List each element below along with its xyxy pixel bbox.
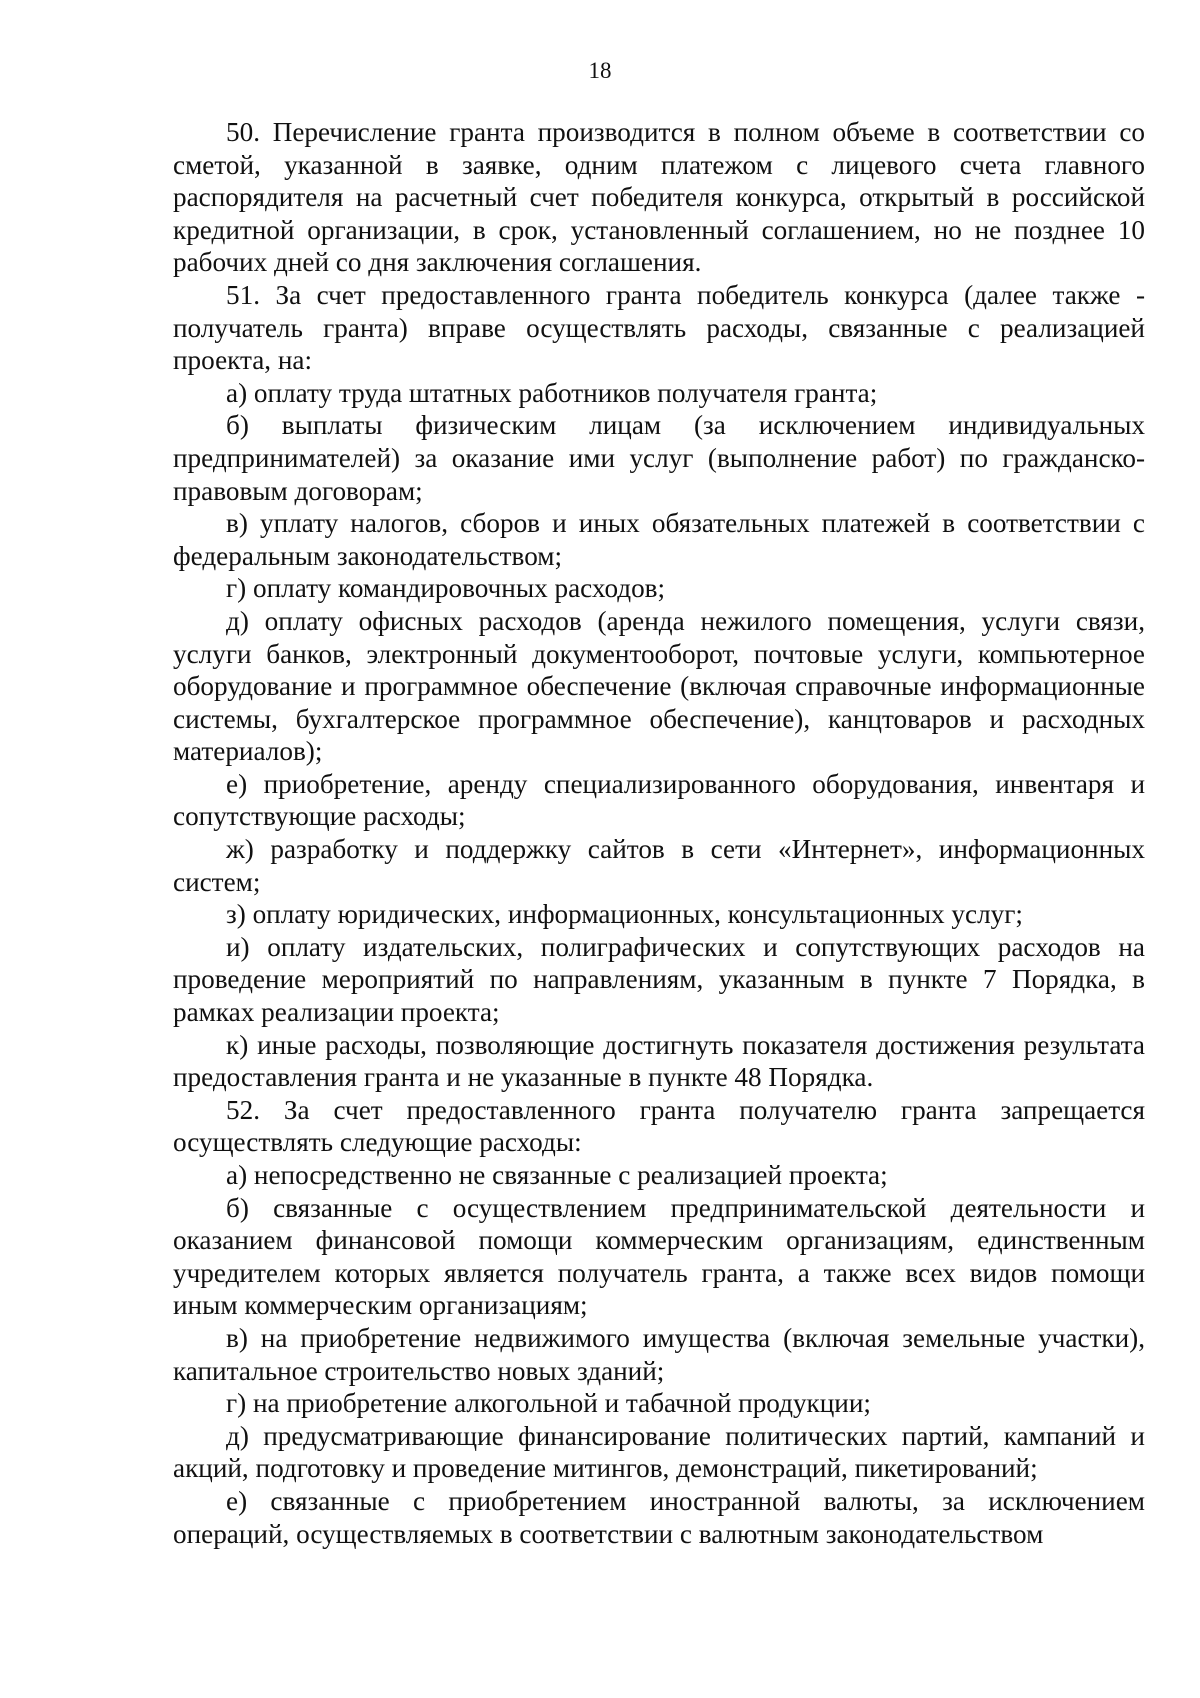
list-item-51-g: г) оплату командировочных расходов; bbox=[226, 573, 666, 604]
list-item-52-v: в) на приобретение недвижимого имущества (включая земельные участки), капитальное строительство новых зданий; bbox=[173, 1322, 1145, 1386]
page-number: 18 bbox=[588, 58, 612, 83]
list-item-52-e: е) связанные с приобретением иностранной валюты, за исключением операций, осуществляемых в соответствии с валютным законодательством bbox=[173, 1485, 1145, 1549]
list-item-51-v: в) уплату налогов, сборов и иных обязательных платежей в соответствии с федеральным законодательством; bbox=[173, 508, 1145, 571]
list-item-51-d: д) оплату офисных расходов (аренда нежилого помещения, услуги связи, услуги банков, электронный документооборот, почтовые услуги, компьютерное оборудование и программное обеспечение (включая справочные информационные системы, бухгалтерское программное обеспечение), канцтоваров и расходных материалов); bbox=[173, 605, 1145, 767]
document-body bbox=[173, 116, 1145, 1550]
list-item-51-e: е) приобретение, аренду специализированного оборудования, инвентаря и сопутствующие расходы; bbox=[173, 768, 1145, 832]
list-item-51-zh: ж) разработку и поддержку сайтов в сети «Интернет», информационных систем; bbox=[173, 834, 1145, 897]
paragraph-52: 52. За счет предоставленного гранта получателю гранта запрещается осуществлять следующие расходы: bbox=[173, 1094, 1145, 1158]
list-item-51-z: з) оплату юридических, информационных, консультационных услуг; bbox=[226, 899, 1023, 930]
paragraph-51: 51. За счет предоставленного гранта победитель конкурса (далее также - получатель гранта) вправе осуществлять расходы, связанные с реализацией проекта, на: bbox=[173, 279, 1145, 376]
list-item-51-b: б) выплаты физическим лицам (за исключением индивидуальных предпринимателей) за оказание ими услуг (выполнение работ) по гражданско-правовым договорам; bbox=[173, 410, 1145, 506]
list-item-52-a: а) непосредственно не связанные с реализацией проекта; bbox=[226, 1160, 888, 1190]
list-item-51-a: а) оплату труда штатных работников получателя гранта; bbox=[226, 377, 878, 408]
list-item-52-d: д) предусматривающие финансирование политических партий, кампаний и акций, подготовку и проведение митингов, демонстраций, пикетирований; bbox=[173, 1420, 1145, 1484]
list-item-51-i: и) оплату издательских, полиграфических и сопутствующих расходов на проведение мероприятий по направлениям, указанным в пункте 7 Порядка, в рамках реализации проекта; bbox=[173, 931, 1145, 1028]
list-item-51-k: к) иные расходы, позволяющие достигнуть показателя достижения результата предоставления гранта и не указанные в пункте 48 Порядка. bbox=[173, 1029, 1145, 1093]
paragraph-50: 50. Перечисление гранта производится в полном объеме в соответствии со сметой, указанной в заявке, одним платежом с лицевого счета главного распорядителя на расчетный счет победителя конкурса, открытый в российской кредитной организации, в срок, установленный соглашением, но не позднее 10 рабочих дней со дня заключения соглашения. bbox=[173, 117, 1145, 278]
list-item-52-b: б) связанные с осуществлением предпринимательской деятельности и оказанием финансовой помощи коммерческим организациям, единственным учредителем которых является получатель гранта, а также всех видов помощи иным коммерческим организациям; bbox=[173, 1192, 1145, 1321]
list-item-52-g: г) на приобретение алкогольной и табачной продукции; bbox=[226, 1388, 871, 1419]
